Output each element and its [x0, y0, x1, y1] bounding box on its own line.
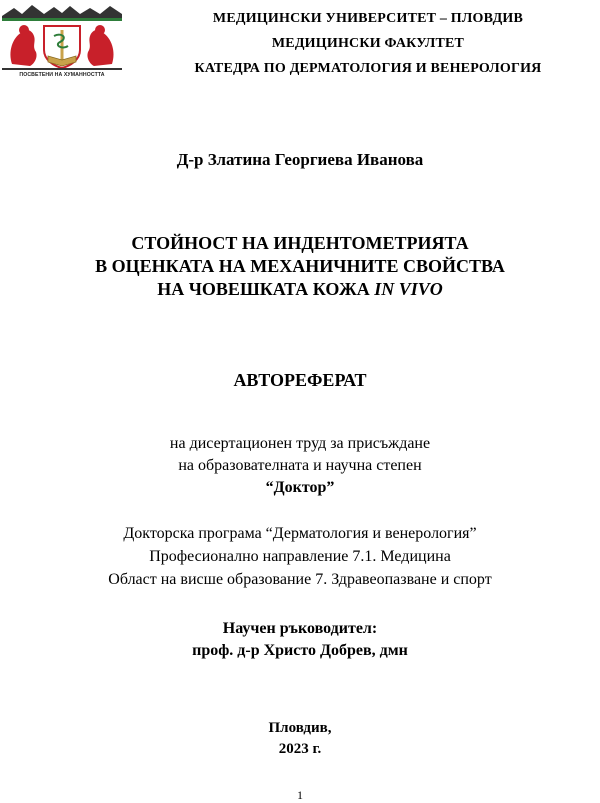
logo-caption: ПОСВЕТЕНИ НА ХУМАННОСТТА: [19, 72, 105, 78]
department-name: КАТЕДРА ПО ДЕРМАТОЛОГИЯ И ВЕНЕРОЛОГИЯ: [194, 61, 542, 76]
title-line-3-italic: IN VIVO: [374, 279, 443, 299]
dissertation-title: [0, 232, 600, 301]
purpose-line-1: на дисертационен труд за присъждане: [169, 435, 431, 452]
page-number: 1: [297, 788, 303, 802]
program-line-2: Професионално направление 7.1. Медицина: [149, 548, 451, 565]
institution-header: [140, 6, 596, 81]
place-date-block: [0, 718, 600, 760]
purpose-line-2: на образователната и научна степен: [178, 457, 422, 474]
supervisor-label: Научен ръководител:: [222, 620, 378, 637]
year: 2023 г.: [278, 741, 322, 757]
city: Пловдив,: [268, 720, 332, 736]
supervisor-name: проф. д-р Христо Добрев, дмн: [192, 642, 408, 659]
faculty-name: МЕДИЦИНСКИ ФАКУЛТЕТ: [271, 36, 465, 51]
purpose-block: [0, 433, 600, 499]
author-name: Д-р Златина Георгиева Иванова: [176, 150, 424, 169]
degree-name: “Доктор”: [265, 479, 335, 496]
university-name: МЕДИЦИНСКИ УНИВЕРСИТЕТ – ПЛОВДИВ: [212, 11, 524, 26]
university-logo: [2, 2, 122, 86]
program-line-3: Област на висше образование 7. Здравеопазване и спорт: [108, 571, 492, 588]
program-line-1: Докторска програма “Дерматология и венерология”: [123, 525, 477, 542]
title-line-2: В ОЦЕНКАТА НА МЕХАНИЧНИТЕ СВОЙСТВА: [95, 256, 505, 276]
document-type: АВТОРЕФЕРАТ: [233, 370, 367, 390]
title-line-3-main: НА ЧОВЕШКАТА КОЖА: [157, 279, 375, 299]
university-crest-icon: [2, 2, 122, 74]
title-line-3: [0, 278, 600, 301]
program-block: [0, 522, 600, 591]
title-line-1: СТОЙНОСТ НА ИНДЕНТОМЕТРИЯТА: [131, 233, 469, 253]
supervisor-block: [0, 618, 600, 662]
